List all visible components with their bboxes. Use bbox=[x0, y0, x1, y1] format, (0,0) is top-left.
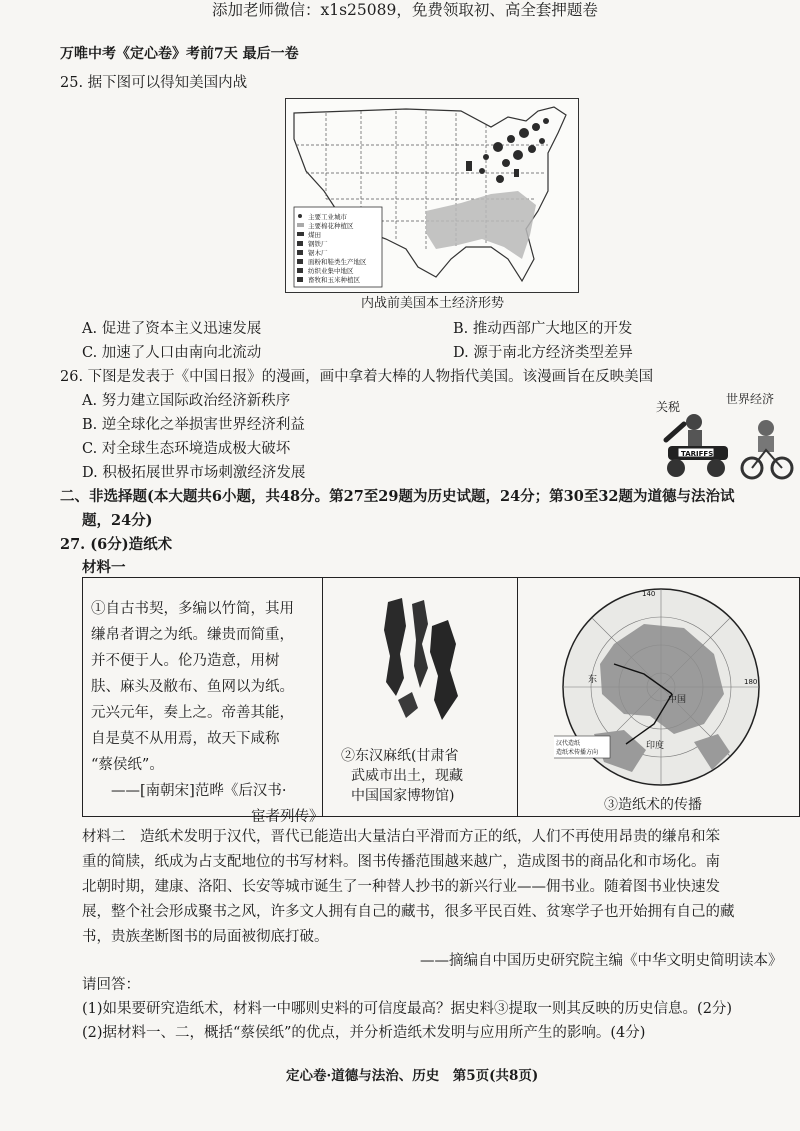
q26-option-b: B. 逆全球化之举损害世界经济利益 bbox=[82, 417, 305, 433]
globe-label-180: 180 bbox=[744, 678, 758, 686]
quote-line: ①自古书契，多编以竹简，其用 bbox=[91, 601, 294, 617]
quote-line: 自是莫不从用焉，故天下咸称 bbox=[91, 731, 280, 747]
hemp-paper-image bbox=[378, 596, 468, 726]
legend-item: 主要棉花种植区 bbox=[308, 222, 354, 230]
globe-caption: ③造纸术的传播 bbox=[604, 797, 702, 813]
material1-cell-paper bbox=[323, 578, 518, 816]
material1-table bbox=[82, 577, 800, 825]
material2-paragraph bbox=[82, 825, 782, 950]
paper-caption-2: 武威市出土，现藏 bbox=[351, 768, 463, 784]
q25-stem: 25. 据下图可以得知美国内战 bbox=[60, 75, 248, 91]
q27-title: 27. (6分)造纸术 bbox=[60, 536, 173, 553]
globe-label-ring: 140 bbox=[642, 590, 656, 598]
cartoon-label-left: 关税 bbox=[656, 400, 681, 414]
quote-line: 肤、麻头及敝布、鱼网以为纸。 bbox=[91, 679, 294, 695]
legend-item: 面粉和鞋类生产地区 bbox=[308, 258, 367, 266]
legend-item: 锯木厂 bbox=[308, 249, 328, 257]
material2-line: 重的简牍，纸成为占支配地位的书写材料。图书传播范围越来越广，造成图书的商品化和市场化。南 bbox=[82, 854, 720, 870]
legend-item: 畜牧和玉米种植区 bbox=[308, 276, 360, 284]
legend-item: 主要工业城市 bbox=[308, 213, 347, 221]
material1-cell-text bbox=[83, 578, 324, 825]
paper-caption-1: ②东汉麻纸(甘肃省 bbox=[341, 748, 459, 764]
quote-line: 元兴元年，奏上之。帝善其能， bbox=[91, 705, 294, 721]
q26-stem: 26. 下图是发表于《中国日报》的漫画，画中拿着大棒的人物指代美国。该漫画旨在反映美国 bbox=[60, 369, 654, 385]
quote-line: “蔡侯纸”。 bbox=[91, 757, 164, 773]
material2-line: 北朝时期，建康、洛阳、长安等城市诞生了一种替人抄书的新兴行业——佣书业。随着图书业快速发 bbox=[82, 879, 720, 895]
q26-option-d: D. 积极拓展世界市场刺激经济发展 bbox=[82, 465, 306, 481]
globe-legend-2: 造纸术传播方向 bbox=[556, 749, 599, 756]
cartoon-label-right: 世界经济 bbox=[726, 392, 775, 406]
q27-sub2: (2)据材料一、二，概括“蔡侯纸”的优点，并分析造纸术发明与应用所产生的影响。(4分) bbox=[82, 1025, 646, 1041]
page-footer: 定心卷·道德与法治、历史 第5页(共8页) bbox=[286, 1068, 539, 1084]
section2-heading-cont: 题，24分) bbox=[82, 512, 153, 529]
papermaking-spread-globe bbox=[554, 584, 768, 790]
q26-option-c: C. 对全球生态环境造成极大破坏 bbox=[82, 441, 291, 457]
us-map-figure bbox=[286, 99, 578, 292]
quote-source: ——[南朝宋]范晔《后汉书· bbox=[111, 783, 287, 799]
ask-label: 请回答： bbox=[82, 977, 140, 993]
cartoon-figure bbox=[654, 384, 800, 482]
material2-line: 材料二 造纸术发明于汉代，晋代已能造出大量洁白平滑而方正的纸，人们不再使用昂贵的缣帛和笨 bbox=[82, 829, 720, 845]
material2-line: 书，贵族垄断图书的局面被彻底打破。 bbox=[82, 929, 329, 945]
globe-label-china: 中国 bbox=[668, 695, 687, 705]
q25-option-d: D. 源于南北方经济类型差异 bbox=[453, 345, 633, 361]
map-caption: 内战前美国本土经济形势 bbox=[361, 296, 505, 311]
q26-option-a: A. 努力建立国际政治经济新秩序 bbox=[82, 393, 291, 409]
us-economy-map bbox=[285, 98, 579, 293]
legend-item: 煤田 bbox=[308, 231, 321, 239]
material2-source: ——摘编自中国历史研究院主编《中华文明史简明读本》 bbox=[420, 953, 783, 969]
cartoon-tag: TARIFFS bbox=[681, 450, 714, 458]
material1-cell-globe bbox=[518, 578, 800, 816]
globe-label-india: 印度 bbox=[646, 741, 665, 751]
globe-label-east: 东 bbox=[588, 675, 598, 685]
material2-line: 展，整个社会形成聚书之风，许多文人拥有自己的藏书，很多平民百姓、贫寒学子也开始拥有自己的藏 bbox=[82, 904, 735, 920]
series-title: 万唯中考《定心卷》考前7天 最后一卷 bbox=[60, 46, 299, 62]
q25-option-a: A. 促进了资本主义迅速发展 bbox=[82, 321, 262, 337]
material1-label: 材料一 bbox=[82, 559, 126, 576]
paper-caption-3: 中国国家博物馆) bbox=[351, 788, 455, 804]
q25-option-b: B. 推动西部广大地区的开发 bbox=[453, 321, 633, 337]
q25-option-c: C. 加速了人口由南向北流动 bbox=[82, 345, 262, 361]
section2-heading: 二、非选择题(本大题共6小题，共48分。第27至29题为历史试题，24分；第30至32题为道德与法治试 bbox=[60, 488, 735, 505]
quote-line: 缣帛者谓之为纸。缣贵而简重， bbox=[91, 627, 294, 643]
legend-item: 纺织业集中地区 bbox=[308, 267, 354, 275]
legend-item: 钢铁厂 bbox=[308, 240, 328, 248]
globe-legend-1: 汉代造纸 bbox=[556, 740, 581, 747]
quote-line: 并不便于人。伦乃造意，用树 bbox=[91, 653, 280, 669]
q27-sub1: (1)如果要研究造纸术，材料一中哪则史料的可信度最高？据史料③提取一则其反映的历史信息。(2分) bbox=[82, 1001, 733, 1017]
watermark-text: 添加老师微信：x1s25089，免费领取初、高全套押题卷 bbox=[212, 1, 598, 19]
quote-source-cont: 宦者列传》 bbox=[251, 809, 324, 825]
